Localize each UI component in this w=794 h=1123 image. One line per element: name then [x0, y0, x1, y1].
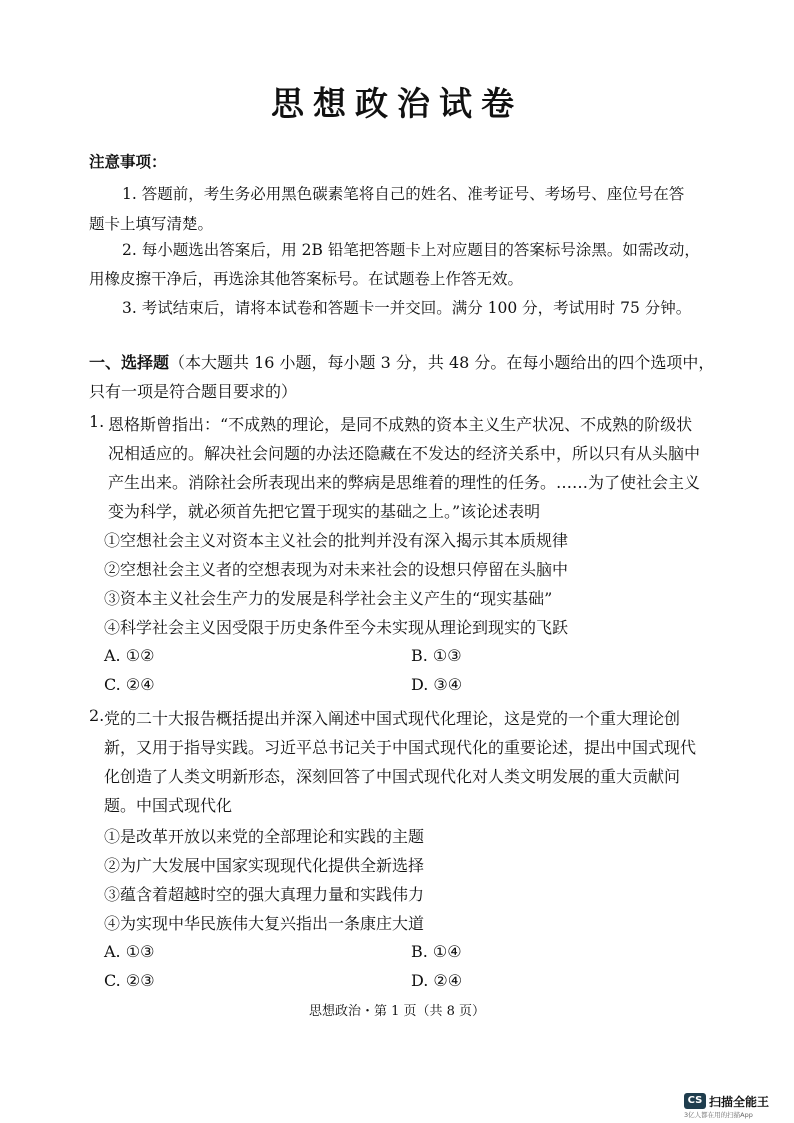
question-1-option-c: C. ②④: [104, 675, 155, 694]
question-1-option-b: B. ①③: [411, 646, 462, 665]
page-footer: 思想政治・第 1 页（共 8 页）: [308, 1004, 486, 1019]
scanner-watermark: [684, 1093, 790, 1119]
question-2-stem: 党的二十大报告概括提出并深入阐述中国式现代化理论，这是党的一个重大理论创: [104, 709, 681, 728]
section-heading: [89, 348, 719, 406]
question-2-statement: ①是改革开放以来党的全部理论和实践的主题: [104, 827, 425, 846]
notes-line: 题卡上填写清楚。: [89, 215, 214, 233]
question-2-option-b: B. ①④: [411, 942, 462, 961]
question-2-number: 2.: [89, 706, 105, 725]
notes-line: 3. 考试结束后，请将本试卷和答题卡一并交回。满分 100 分，考试用时 75 分钟。: [122, 299, 692, 317]
question-1-statement: ④科学社会主义因受限于历史条件至今未实现从理论到现实的飞跃: [104, 618, 569, 637]
camscanner-logo-icon: CS: [684, 1093, 706, 1109]
question-1-number: 1.: [89, 412, 105, 431]
question-2-statement: ②为广大发展中国家实现现代化提供全新选择: [104, 856, 425, 875]
question-1-statement: ①空想社会主义对资本主义社会的批判并没有深入揭示其本质规律: [104, 531, 569, 550]
question-1-stem: 恩格斯曾指出：“不成熟的理论，是同不成熟的资本主义生产状况、不成熟的阶级状: [108, 415, 693, 434]
question-2-statement: ③蕴含着超越时空的强大真理力量和实践伟力: [104, 885, 425, 904]
question-2-statement: ④为实现中华民族伟大复兴指出一条康庄大道: [104, 914, 425, 933]
question-1-statement: ③资本主义社会生产力的发展是科学社会主义产生的“现实基础”: [104, 589, 553, 608]
question-1-statement: ②空想社会主义者的空想表现为对未来社会的设想只停留在头脑中: [104, 560, 569, 579]
notes-heading: 注意事项：: [89, 153, 167, 171]
watermark-tagline: 3亿人都在用的扫描App: [684, 1111, 753, 1119]
question-1-stem: 产生出来。消除社会所表现出来的弊病是思维着的理性的任务。……为了使社会主义: [108, 473, 701, 492]
question-2-stem: 题。中国式现代化: [104, 796, 233, 815]
watermark-brand: 扫描全能王: [709, 1095, 770, 1109]
question-2-stem: 化创造了人类文明新形态，深刻回答了中国式现代化对人类文明发展的重大贡献问: [104, 767, 681, 786]
notes-line: 用橡皮擦干净后，再选涂其他答案标号。在试题卷上作答无效。: [89, 270, 524, 288]
question-1-stem: 变为科学，就必须首先把它置于现实的基础之上。”该论述表明: [108, 502, 541, 521]
question-1-option-d: D. ③④: [411, 675, 463, 694]
question-1-option-a: A. ①②: [104, 646, 155, 665]
section-title: 一、选择题: [89, 353, 170, 372]
notes-line: 1. 答题前，考生务必用黑色碳素笔将自己的姓名、准考证号、考场号、座位号在答: [122, 185, 685, 203]
question-1-stem: 况相适应的。解决社会问题的办法还隐藏在不发达的经济关系中，所以只有从头脑中: [108, 444, 701, 463]
question-2-stem: 新，又用于指导实践。习近平总书记关于中国式现代化的重要论述，提出中国式现代: [104, 738, 697, 757]
question-2-option-d: D. ②④: [411, 971, 463, 990]
question-2-option-c: C. ②③: [104, 971, 155, 990]
question-2-option-a: A. ①③: [104, 942, 155, 961]
notes-line: 2. 每小题选出答案后，用 2B 铅笔把答题卡上对应题目的答案标号涂黑。如需改动，: [122, 241, 700, 259]
section-instructions: （本大题共 16 小题，每小题 3 分，共 48 分。在每小题给出的四个选项中，只有一项是符合题目要求的）: [89, 353, 715, 401]
page-title: 思想政治试卷: [271, 84, 523, 123]
